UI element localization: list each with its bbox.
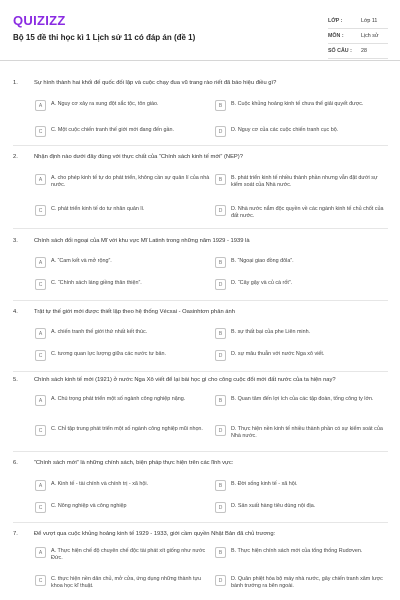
question-text: Trật tự thế giới mới được thiết lập theo hệ thống Vécxai - Oasinhtơn phản ánh [34,309,235,315]
option-b[interactable] [215,257,390,277]
option-letter-box: C [35,350,46,361]
option-letter-box: D [215,205,226,216]
option-text: D. Thực hiện nền kinh tế nhiều thành phần có sự kiểm soát của Nhà nước. [231,425,383,439]
option-d[interactable] [215,502,390,522]
meta-value: Lịch sử [361,33,379,39]
option-letter-box: B [215,174,226,185]
option-text: A. Nguy cơ xảy ra xung đột sắc tộc, tôn giáo. [51,100,159,107]
option-letter-box: D [215,575,226,586]
option-text: A. Kinh tế - tài chính và chính trị - xã hội. [51,480,149,487]
worksheet-header [0,0,400,61]
option-text: C. Chỉ tập trung phát triển một số ngành công nghiệp mũi nhọn. [51,425,203,432]
option-letter-box: B [215,100,226,111]
option-a[interactable] [35,100,211,120]
option-b[interactable] [215,174,390,194]
quizizz-logo: QUIZIZZ [13,13,66,28]
option-text: C. Nông nghiệp và công nghiệp [51,502,127,509]
question-stem [13,238,393,244]
question-divider [13,371,388,372]
option-c[interactable] [35,205,211,225]
question-text: Chính sách đối ngoại của Mĩ với khu vực Mĩ Latinh trong những năm 1929 - 1939 là [34,238,250,244]
question-divider [13,522,388,523]
option-a[interactable] [35,174,211,194]
option-letter-box: C [35,502,46,513]
option-a[interactable] [35,547,211,567]
option-letter-box: C [35,279,46,290]
option-letter-box: B [215,257,226,268]
question-divider [13,228,388,229]
meta-row-question-count [328,44,388,59]
option-text: A. Thực hiện chế độ chuyên chế độc tài phát xít giống như nước Đức. [51,547,206,561]
meta-value: 28 [361,48,367,54]
option-text: A. cho phép kinh tế tự do phát triển, không cần sự quản lí của nhà nước. [51,174,210,188]
option-text: A. “Cam kết và mở rộng”. [51,257,112,264]
option-text: B. “Ngoại giao đồng đôla”. [231,257,294,264]
option-d[interactable] [215,126,390,146]
option-b[interactable] [215,547,390,567]
option-letter-box: D [215,502,226,513]
option-letter-box: B [215,547,226,558]
question-stem [13,80,393,86]
option-letter-box: B [215,480,226,491]
option-letter-box: C [35,575,46,586]
question-text: “Chính sách mới” là những chính sách, biện pháp thực hiện trên các lĩnh vực: [34,460,234,466]
option-text: B. Thực hiện chính sách mới của tổng thống Rudơven. [231,547,363,554]
option-text: B. Đời sống kinh tế - xã hội. [231,480,298,487]
option-b[interactable] [215,328,390,348]
question-stem [13,377,393,383]
question-text: Để vượt qua cuộc khủng hoảng kinh tế 1929 - 1933, giới cầm quyền Nhật Bản đã chủ trương: [34,531,276,537]
meta-row-class [328,14,388,29]
option-letter-box: C [35,205,46,216]
option-c[interactable] [35,502,211,522]
option-letter-box: D [215,425,226,436]
option-text: A. chiến tranh thế giới thứ nhất kết thúc. [51,328,148,335]
question-number: 2. [13,154,18,160]
option-letter-box: B [215,328,226,339]
option-a[interactable] [35,257,211,277]
option-a[interactable] [35,328,211,348]
option-text: C. Một cuộc chiến tranh thế giới mới đang đến gần. [51,126,175,133]
option-letter-box: A [35,480,46,491]
option-letter-box: C [35,126,46,137]
option-letter-box: A [35,257,46,268]
option-a[interactable] [35,395,211,415]
question-text: Chính sách kinh tế mới (1921) ở nước Nga Xô viết để lại bài học gì cho công cuộc đổi mới đất nước của ta hiện nay? [34,377,336,383]
question-number: 6. [13,460,18,466]
question-text: Nhận định nào dưới đây đúng với thực chất của “Chính sách kinh tế mới” (NEP)? [34,154,243,160]
option-letter-box: C [35,425,46,436]
option-b[interactable] [215,480,390,500]
option-text: B. Cuộc khủng hoảng kinh tế chưa thể giải quyết được. [231,100,364,107]
question-number: 5. [13,377,18,383]
question-number: 3. [13,238,18,244]
meta-label: SỐ CÂU : [328,48,352,54]
option-b[interactable] [215,100,390,120]
option-text: D. sự mâu thuẫn với nước Nga xô viết. [231,350,325,357]
question-number: 7. [13,531,18,537]
option-letter-box: A [35,395,46,406]
question-divider [13,145,388,146]
worksheet-meta [328,14,388,59]
option-text: D. Quân phiệt hóa bộ máy nhà nước, gây chiến tranh xâm lược bành trướng ra bên ngoài. [231,575,383,589]
option-text: D. Nguy cơ của các cuộc chiến tranh cục bộ. [231,126,339,133]
question-stem [13,531,393,537]
option-text: D. “Cây gậy và củ cà rốt”. [231,279,293,286]
question-divider [13,451,388,452]
option-d[interactable] [215,575,390,595]
option-text: A. Chú trọng phát triển một số ngành công nghiệp nặng. [51,395,186,402]
meta-value: Lớp 11 [361,18,378,24]
option-text: C. “Chính sách láng giềng thân thiện”. [51,279,142,286]
option-letter-box: A [35,100,46,111]
option-c[interactable] [35,575,211,595]
option-letter-box: D [215,279,226,290]
option-text: B. phát triển kinh tế nhiều thành phần nhưng vẫn đặt dưới sự kiểm soát của Nhà nước. [231,174,378,188]
question-number: 1. [13,80,18,86]
option-letter-box: D [215,350,226,361]
option-b[interactable] [215,395,390,415]
meta-row-subject [328,29,388,44]
option-c[interactable] [35,350,211,370]
meta-label: LỚP : [328,18,343,24]
option-text: B. sự thất bại của phe Liên minh. [231,328,311,335]
option-letter-box: A [35,174,46,185]
option-letter-box: D [215,126,226,137]
option-letter-box: A [35,547,46,558]
option-d[interactable] [215,279,390,299]
option-c[interactable] [35,126,211,146]
question-number: 4. [13,309,18,315]
worksheet-title: Bộ 15 đề thi học kì 1 Lịch sử 11 có đáp án (đề 1) [13,33,196,42]
question-stem [13,154,393,160]
option-text: D. Nhà nước nắm độc quyền về các ngành kinh tế chủ chốt của đất nước. [231,205,384,219]
option-text: C. tương quan lực lượng giữa các nước tư bản. [51,350,166,357]
option-d[interactable] [215,350,390,370]
option-d[interactable] [215,425,390,445]
option-text: C. thực hiện nền dân chủ, mở cửa, ứng dụng những thành tựu khoa học kĩ thuật. [51,575,202,589]
question-stem [13,309,393,315]
option-text: B. Quan tâm đến lợi ích của các tập đoàn, tổng công ty lớn. [231,395,374,402]
option-letter-box: A [35,328,46,339]
option-c[interactable] [35,425,211,445]
option-d[interactable] [215,205,390,225]
option-text: C. phát triển kinh tế do tư nhân quản lí. [51,205,145,212]
question-divider [13,300,388,301]
question-stem [13,460,393,466]
option-text: D. Sản xuất hàng tiêu dùng nội địa. [231,502,316,509]
option-c[interactable] [35,279,211,299]
option-a[interactable] [35,480,211,500]
question-text: Sự hình thành hai khối đế quốc đối lập và cuộc chạy đua vũ trang rào riết đã báo hiệu điều gì? [34,80,277,86]
option-letter-box: B [215,395,226,406]
meta-label: MÔN : [328,33,344,39]
